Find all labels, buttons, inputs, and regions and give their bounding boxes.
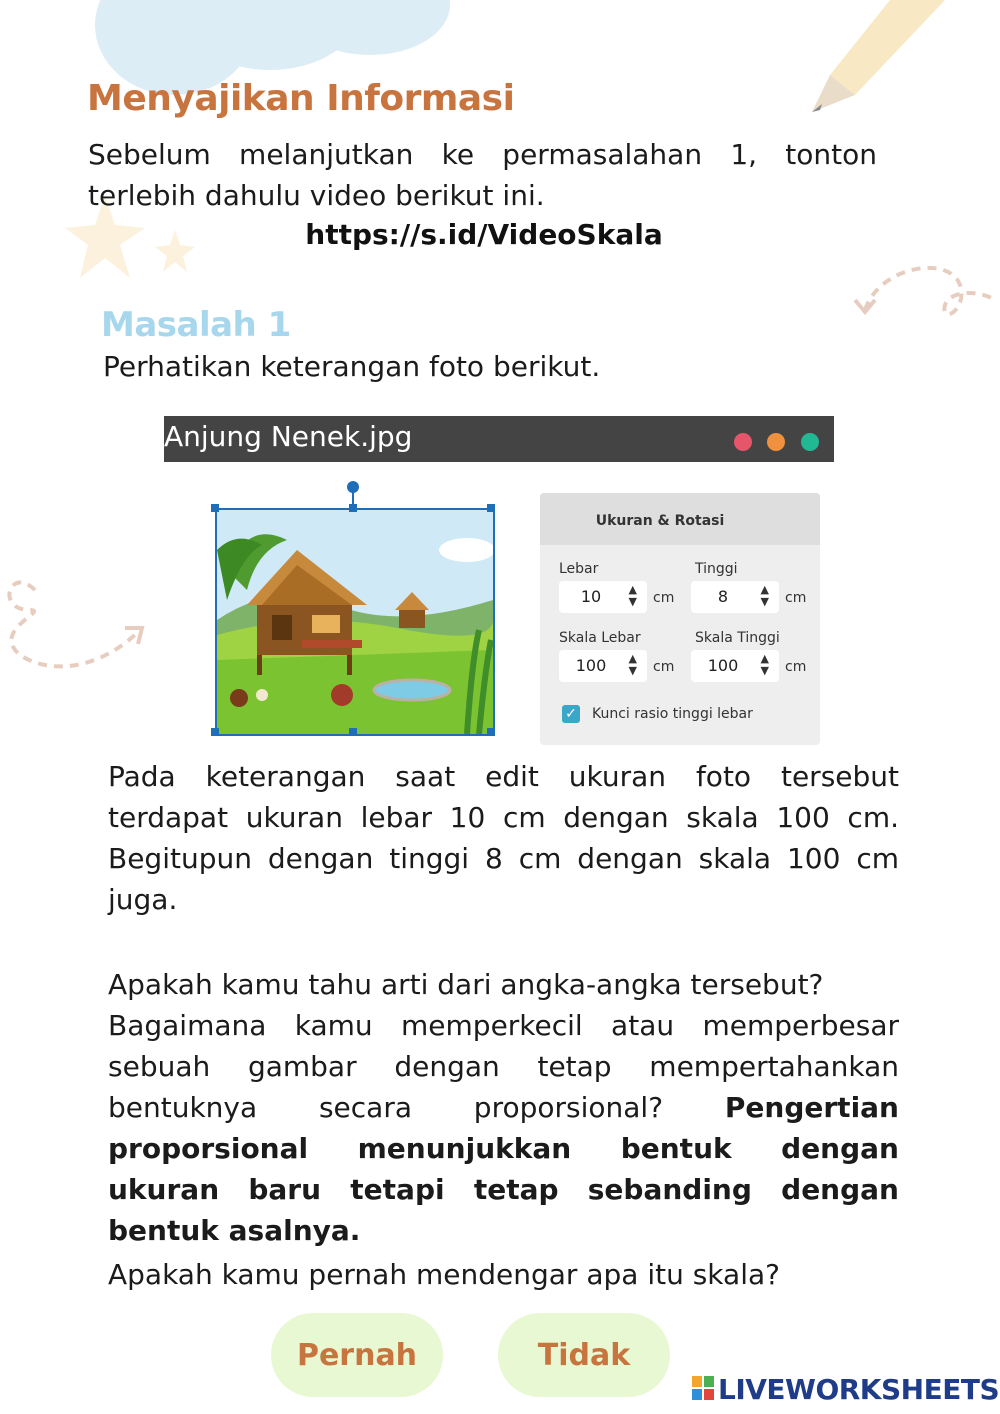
resize-handle[interactable] — [211, 728, 219, 736]
panel-title: Ukuran & Rotasi — [595, 513, 725, 529]
width-value: 10 — [580, 587, 602, 606]
brand-text: LIVEWORKSHEETS — [718, 1373, 1000, 1406]
answer-tidak-button[interactable]: Tidak — [498, 1313, 670, 1397]
resize-handle[interactable] — [349, 728, 357, 736]
problem-title: Masalah 1 — [101, 305, 291, 345]
width-unit: cm — [653, 590, 675, 606]
intro-paragraph: Sebelum melanjutkan ke permasalahan 1, tonton terlebih dahulu video berikut ini. — [88, 138, 877, 212]
brand-name — [718, 1373, 999, 1406]
pencil-decoration — [800, 0, 1000, 120]
scale-height-unit: cm — [785, 659, 807, 675]
photo-image[interactable] — [215, 508, 495, 736]
spin-arrows-icon[interactable]: ▲ ▼ — [760, 583, 769, 608]
arrow-doodle-left — [0, 570, 160, 680]
question-scale: Apakah kamu pernah mendengar apa itu skala? — [108, 1258, 780, 1291]
scale-width-stepper[interactable] — [559, 650, 647, 682]
answer-pernah-button[interactable]: Pernah — [271, 1313, 443, 1397]
scale-width-unit: cm — [653, 659, 675, 675]
scale-width-label: Skala Lebar — [559, 630, 641, 646]
scale-height-label: Skala Tinggi — [695, 630, 780, 646]
resize-handle[interactable] — [487, 504, 495, 512]
resize-handle[interactable] — [211, 504, 219, 512]
question-proportional-text: Bagaimana kamu memperkecil atau memperbesar sebuah gambar dengan tetap mempertahankan bentuknya secara proporsional? — [108, 1009, 899, 1124]
spin-arrows-icon[interactable]: ▲ ▼ — [628, 652, 637, 677]
close-dot-icon — [734, 433, 752, 451]
window-title-bar — [164, 416, 834, 462]
window-title: Anjung Nenek.jpg — [164, 420, 413, 453]
height-value: 8 — [717, 587, 729, 606]
question-proportional — [108, 1005, 899, 1251]
rotate-handle[interactable] — [347, 481, 359, 493]
problem-instruction: Perhatikan keterangan foto berikut. — [103, 350, 601, 383]
video-link[interactable]: https://s.id/VideoSkala — [305, 218, 663, 251]
explanation-paragraph: Pada keterangan saat edit ukuran foto tersebut terdapat ukuran lebar 10 cm dengan skala 100 cm. Begitupun dengan tinggi 8 cm dengan skala 100 cm juga. — [108, 760, 899, 916]
lock-ratio-checkbox[interactable]: ✓ — [562, 705, 580, 723]
scale-height-stepper[interactable] — [691, 650, 779, 682]
village-illustration — [217, 510, 493, 734]
resize-handle[interactable] — [487, 728, 495, 736]
scale-width-value: 100 — [575, 656, 607, 675]
liveworksheets-logo-icon — [692, 1376, 714, 1400]
scale-height-value: 100 — [707, 656, 739, 675]
height-unit: cm — [785, 590, 807, 606]
spin-arrows-icon[interactable]: ▲ ▼ — [628, 583, 637, 608]
spin-arrows-icon[interactable]: ▲ ▼ — [760, 652, 769, 677]
maximize-dot-icon — [801, 433, 819, 451]
section-title: Menyajikan Informasi — [87, 78, 515, 119]
width-label: Lebar — [559, 561, 599, 577]
arrow-doodle-right — [850, 255, 1000, 335]
height-stepper[interactable] — [691, 581, 779, 613]
size-rotation-panel — [540, 493, 820, 745]
question-meaning: Apakah kamu tahu arti dari angka-angka tersebut? — [108, 968, 824, 1001]
height-label: Tinggi — [695, 561, 738, 577]
panel-header — [540, 493, 820, 545]
proportional-definition: Pengertian proporsional menunjukkan bentuk dengan ukuran baru tetapi tetap sebanding dengan bentuk asalnya. — [108, 1091, 899, 1247]
lock-ratio-label: Kunci rasio tinggi lebar — [592, 706, 753, 722]
minimize-dot-icon — [767, 433, 785, 451]
width-stepper[interactable] — [559, 581, 647, 613]
